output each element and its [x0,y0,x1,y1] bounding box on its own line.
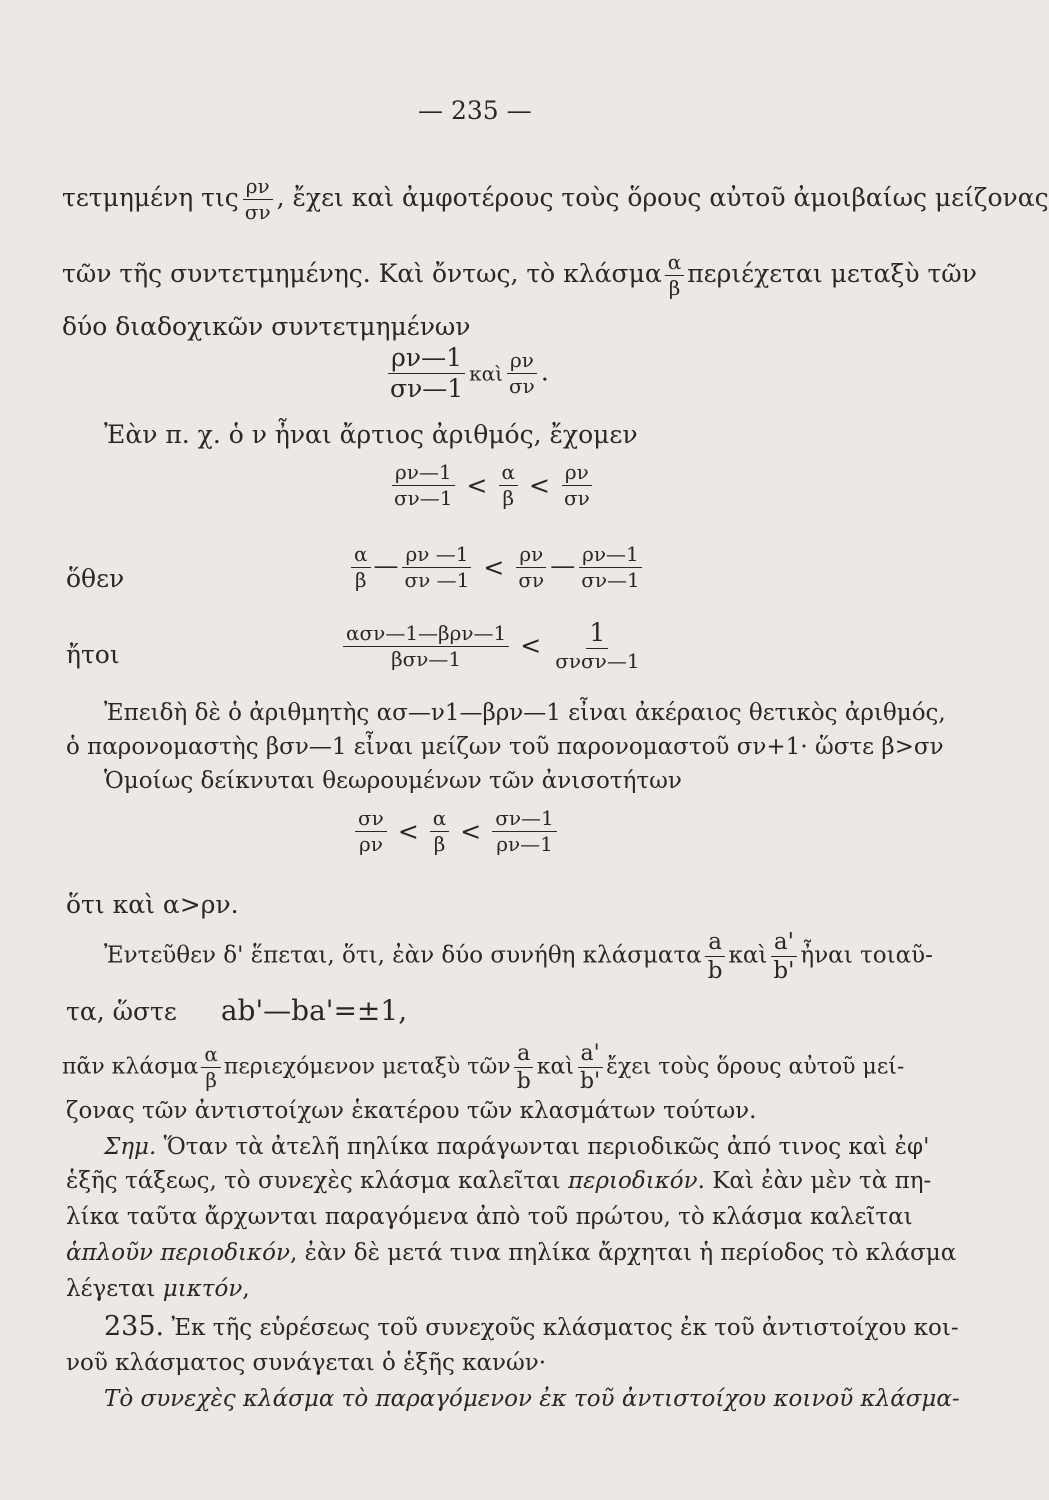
frac-num: ρν [243,176,273,200]
text-span: τετμημένη τις [62,183,239,212]
para3-line4: ζονας τῶν ἀντιστοίχων ἑκατέρου τῶν κλασμάτων τούτων. [66,1098,757,1124]
section-line3: Τὸ συνεχὲς κλάσμα τὸ παραγόμενον ἐκ τοῦ ἀντιστοίχου κοινοῦ κλάσμα- [104,1386,960,1412]
label-itoi: ἤτοι [66,640,120,669]
frac-num: ρν [516,544,546,568]
text-span: ἦναι τοιαῦ- [800,942,933,969]
fraction [515,544,547,591]
para3-line3 [62,1042,904,1093]
section-line2: νοῦ κλάσματος συνάγεται ὁ ἑξῆς κανών· [66,1350,547,1376]
text-span: λέγεται [66,1276,156,1302]
para2-line1: Ἐπειδὴ δὲ ὁ ἀριθμητὴς ασ—ν1—βρν—1 εἶναι ἀκέραιος θετικὸς ἀριθμός, [104,700,946,726]
fraction [242,176,274,223]
frac-num: α [430,808,450,832]
frac-num: α [665,252,685,276]
text-span: ἔχει τοὺς ὅρους αὐτοῦ μεί- [606,1054,905,1080]
equation-ab: ab'—ba'=±1, [220,994,408,1027]
equation-3 [348,544,646,591]
frac-den: σν [244,200,271,224]
operator: — [550,551,576,580]
text-span: πᾶν κλάσμα [62,1054,199,1080]
text-span: . [540,357,549,387]
fraction [492,808,557,855]
operator: — [373,551,399,580]
frac-den: σνσν—1 [555,649,640,674]
frac-den: σν—1 [394,486,453,510]
line-ean: Ἐὰν π. χ. ὁ ν ἦναι ἄρτιος ἀριθμός, ἔχομεν [104,420,638,449]
frac-num: a' [578,1042,603,1068]
text-span: ἑξῆς τάξεως, τὸ συνεχὲς κλάσμα καλεῖται [66,1168,561,1194]
frac-num: α [351,544,371,568]
frac-den: β [668,276,681,300]
frac-den: σν—1 [581,568,640,592]
frac-num: a' [771,930,797,957]
relation: < [529,470,550,500]
frac-den: b' [580,1069,601,1095]
fraction [402,544,473,591]
italic-term: περιοδικόν [568,1168,698,1194]
frac-den: ρν—1 [496,832,553,856]
italic-term: μικτόν [162,1276,243,1302]
text-span: περιεχόμενον μεταξὺ τῶν [223,1054,511,1080]
frac-den: σν [509,374,535,399]
note-line3: λίκα ταῦτα ἄρχωνται παραγόμενα ἀπὸ τοῦ πρώτου, τὸ κλάσμα καλεῖται [66,1204,913,1230]
text-span: , [242,1276,250,1302]
text-span: . Καὶ ἐὰν μὲν τὰ πη- [697,1168,932,1194]
equation-5 [352,808,560,855]
page-number: — 235 — [418,96,532,125]
note-line4 [66,1238,956,1268]
text-span: τα, ὥστε [66,997,177,1026]
fraction [387,345,466,403]
frac-num: σν [355,808,387,832]
relation: < [460,816,482,846]
equation-4 [340,620,646,672]
frac-num: ρν —1 [402,544,471,568]
frac-den: β [205,1068,217,1093]
para3-line2 [66,996,407,1027]
frac-den: σν [518,568,545,592]
note-line5 [66,1274,250,1304]
label-othen: ὅθεν [66,564,125,593]
fraction [506,350,538,397]
frac-num: α [201,1044,221,1068]
section-line1 [104,1312,959,1343]
frac-num: ρν—1 [579,544,642,568]
text-span: , ἔχει καὶ ἀμφοτέρους τοὺς ὅρους αὐτοῦ ἀμοιβαίως μείζονας [276,183,1049,212]
frac-den: b [516,1069,531,1095]
para3-line1 [104,930,933,983]
frac-num: ρν—1 [388,345,465,374]
italic-term: ἁπλοῦν περιοδικόν [66,1240,290,1266]
fraction [665,252,685,299]
text-span: καὶ [469,361,504,386]
fraction [561,462,593,509]
fraction [577,1042,603,1093]
fraction [351,544,371,591]
frac-den: β [354,568,367,592]
fraction [514,1042,534,1093]
frac-num: a [705,930,725,957]
line-oti: ὅτι καὶ α>ρν. [66,890,239,919]
text-span: καὶ [536,1054,575,1080]
para1-line1 [62,176,1049,223]
para2-line3: Ὁμοίως δείκνυται θεωρουμένων τῶν ἀνισοτήτων [104,768,682,794]
relation: < [397,816,419,846]
frac-num: ρν [507,350,537,374]
note-line1 [104,1132,929,1162]
fraction [499,462,519,509]
text-span: περιέχεται μεταξὺ τῶν [687,259,977,288]
frac-num: ρν—1 [392,462,455,486]
frac-num: 1 [586,620,608,649]
frac-den: b' [773,958,795,985]
frac-num: σν—1 [492,808,557,832]
fraction [430,808,450,855]
fraction [770,930,797,983]
frac-den: b [707,958,723,985]
frac-num: ασν—1—βρν—1 [343,623,509,647]
fraction [552,620,642,672]
frac-num: a [514,1042,533,1068]
text-span: Ἐντεῦθεν δ' ἕπεται, ὅτι, ἐὰν δύο συνήθη κλάσματα [104,942,702,969]
section-number: 235. [104,1311,165,1342]
fraction [343,620,509,671]
note-label: Σημ. [104,1134,157,1160]
frac-den: σν —1 [404,568,470,592]
frac-den: σν—1 [390,374,464,404]
frac-den: βσν—1 [391,646,462,671]
equation-2 [388,462,596,509]
note-line2 [66,1166,931,1196]
fraction [705,930,726,983]
relation: < [466,470,488,500]
para1-line3: δύο διαδοχικῶν συντετμημένων [62,312,471,341]
fraction [201,1044,221,1091]
relation: < [520,631,542,661]
relation: < [483,552,505,582]
fraction [355,808,387,855]
frac-num: α [499,462,519,486]
text-span: , ἐὰν δὲ μετά τινα πηλίκα ἄρχηται ἡ περίοδος τὸ κλάσμα [289,1240,957,1266]
frac-den: β [433,832,446,856]
para2-line2: ὁ παρονομαστὴς βσν—1 εἶναι μείζων τοῦ παρονομαστοῦ σν+1· ὥστε β>σν [66,734,944,760]
para1-line2 [62,252,977,299]
frac-den: σν [563,486,590,510]
text-span: τῶν τῆς συντετμημένης. Καὶ ὄντως, τὸ κλάσμα [62,259,662,288]
fraction [391,462,456,509]
frac-den: β [502,486,515,510]
text-span: καὶ [728,942,768,969]
text-span: Ἐκ τῆς εὑρέσεως τοῦ συνεχοῦς κλάσματος ἐκ τοῦ ἀντιστοίχου κοι- [171,1315,959,1341]
frac-den: ρν [358,832,383,856]
text-span: Ὅταν τὰ ἀτελῆ πηλίκα παράγωνται περιοδικῶς ἀπό τινος καὶ ἐφ' [163,1134,930,1160]
equation-1 [384,345,549,403]
frac-num: ρν [562,462,592,486]
fraction [578,544,643,591]
